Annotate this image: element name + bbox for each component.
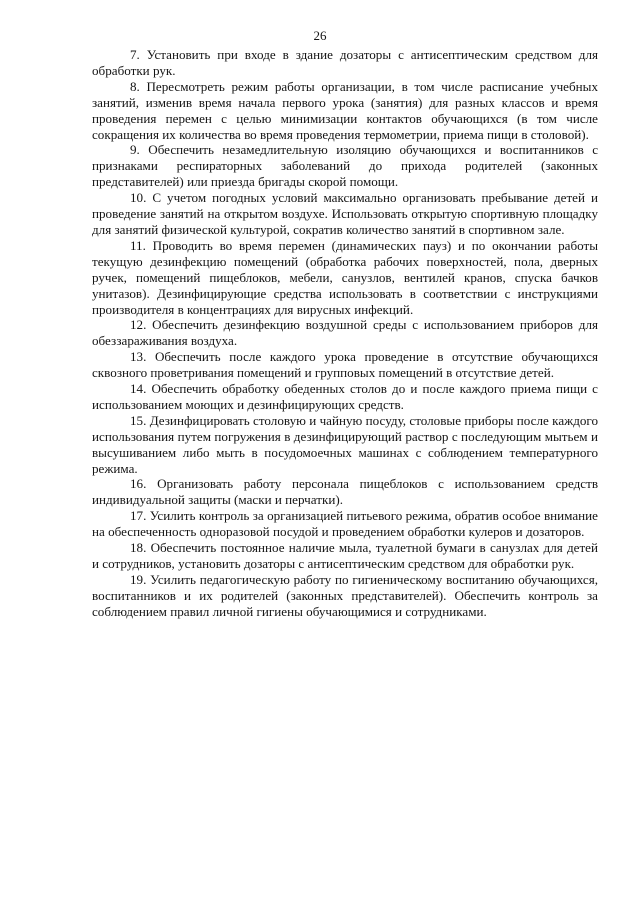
document-body xyxy=(92,47,598,620)
paragraph-18: 18. Обеспечить постоянное наличие мыла, туалетной бумаги в санузлах для детей и сотрудников, установить дозаторы с антисептическим средством для обработки рук. xyxy=(92,540,598,571)
paragraph-9: 9. Обеспечить незамедлительную изоляцию обучающихся и воспитанников с признаками респираторных заболеваний до прихода родителей (законных представителей) или приезда бригады скорой помощи. xyxy=(92,142,598,190)
paragraph-17: 17. Усилить контроль за организацией питьевого режима, обратив особое внимание на обеспеченность одноразовой посудой и проведением обработки кулеров и дозаторов. xyxy=(92,508,598,540)
page-number: 26 xyxy=(313,28,327,43)
paragraph-12: 12. Обеспечить дезинфекцию воздушной среды с использованием приборов для обеззараживания воздуха. xyxy=(92,317,598,349)
paragraph-7: 7. Установить при входе в здание дозаторы с антисептическим средством для обработки рук. xyxy=(92,47,598,78)
paragraph-15: 15. Дезинфицировать столовую и чайную посуду, столовые приборы после каждого использования путем погружения в дезинфицирующий раствор с последующим мытьем и высушиванием либо мыть в посудомоечных машинах с соблюдением температурного режима. xyxy=(92,412,598,476)
paragraph-16: 16. Организовать работу персонала пищеблоков с использованием средств индивидуальной защиты (маски и перчатки). xyxy=(92,476,598,508)
paragraph-10: 10. С учетом погодных условий максимально организовать пребывание детей и проведение занятий на открытом воздухе. Использовать открытую спортивную площадку для занятий физической культурой, сократив количество занятий в спортивном зале. xyxy=(92,190,598,237)
paragraph-19: 19. Усилить педагогическую работу по гигиеническому воспитанию обучающихся, воспитанников и их родителей (законных представителей). Обеспечить контроль за соблюдением правил личной гигиены обучающимися и сотрудниками. xyxy=(92,571,598,619)
paragraph-8: 8. Пересмотреть режим работы организации, в том числе расписание учебных занятий, изменив время начала первого урока (занятия) для разных классов и время проведения перемен с целью минимизации контактов обучающихся (в том числе сокращения их количества во время проведения термометрии, приема пищи в столовой). xyxy=(92,78,598,142)
paragraph-13: 13. Обеспечить после каждого урока проведение в отсутствие обучающихся сквозного проветривания помещений и групповых помещений в отсутствие детей. xyxy=(92,349,598,381)
paragraph-14: 14. Обеспечить обработку обеденных столов до и после каждого приема пищи с использованием моющих и дезинфицирующих средств. xyxy=(92,381,598,412)
paragraph-11: 11. Проводить во время перемен (динамических пауз) и по окончании работы текущую дезинфекцию помещений (обработка рабочих поверхностей, пола, дверных ручек, помещений пищеблоков, мебели, санузлов, вентилей кранов, спуска бачков унитазов). Дезинфицирующие средства использовать в соответствии с инструкциями производителя в концентрациях для вирусных инфекций. xyxy=(92,237,598,317)
